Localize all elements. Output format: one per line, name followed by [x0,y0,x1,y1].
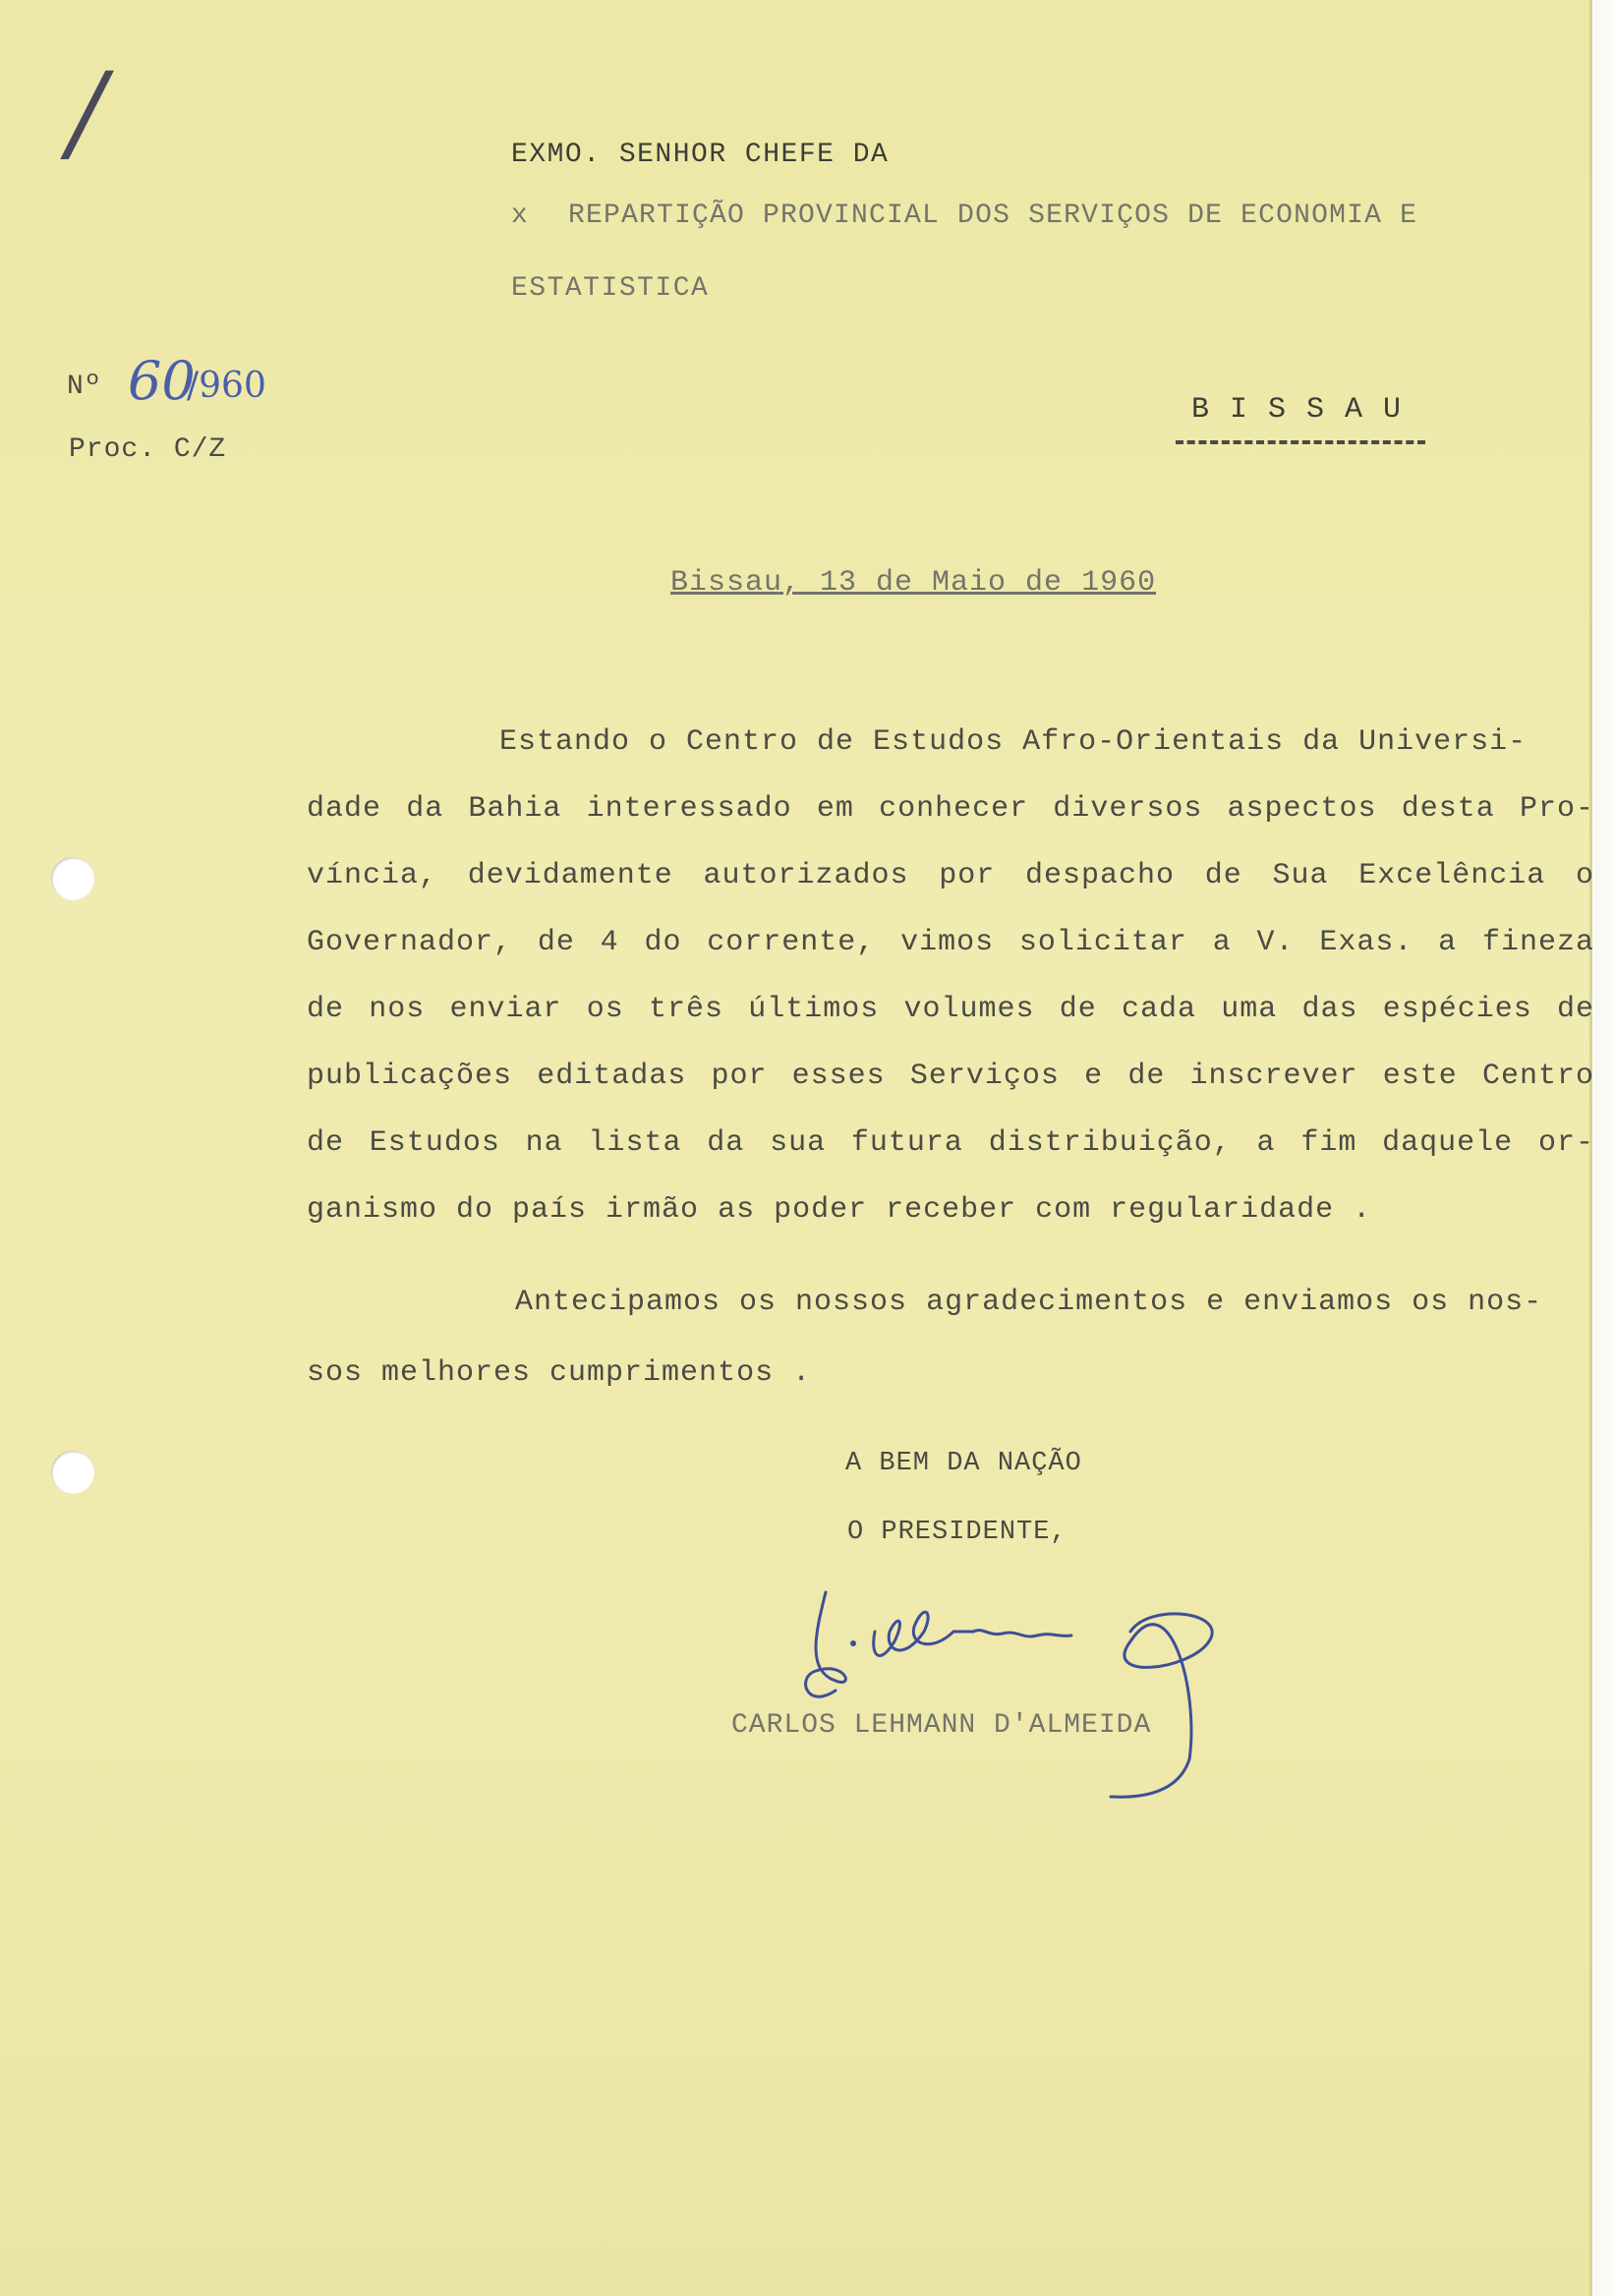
punch-hole-lower [51,1451,94,1494]
corner-check-mark: / [69,49,106,175]
destination-underline [1176,440,1425,444]
reference-number-label: Nº [67,372,102,402]
body-line: víncia, devidamente autorizados por despacho de Sua Excelência o [307,859,1594,892]
handwritten-signature [777,1573,1229,1808]
closing-role: O PRESIDENTE, [847,1518,1067,1547]
paper-edge [1594,0,1615,2296]
body-line: de Estudos na lista da sua futura distribuição, a fim daquele or- [307,1126,1594,1160]
body-line: dade da Bahia interessado em conhecer diversos aspectos desta Pro- [307,792,1594,826]
body-line: Estando o Centro de Estudos Afro-Orientais da Universi- [499,725,1528,759]
body-line: publicações editadas por esses Serviços e de inscrever este Centro [307,1060,1594,1093]
reference-number-year: /960 [187,366,266,406]
punch-hole-upper [51,857,94,900]
closing-salutation: A BEM DA NAÇÃO [845,1449,1082,1478]
body-line: sos melhores cumprimentos . [307,1356,812,1390]
addressee-line-3: ESTATISTICA [511,273,710,304]
reference-number-handwritten: 60 [128,350,196,412]
addressee-marker: x [511,201,530,231]
addressee-line-2: REPARTIÇÃO PROVINCIAL DOS SERVIÇOS DE ECONOMIA E [568,201,1418,231]
body-line: ganismo do país irmão as poder receber com regularidade . [307,1193,1372,1227]
destination-city: B I S S A U [1191,393,1403,427]
addressee-line-1: EXMO. SENHOR CHEFE DA [511,140,890,170]
process-reference: Proc. C/Z [69,434,227,465]
body-line: Antecipamos os nossos agradecimentos e enviamos os nos- [515,1286,1543,1319]
body-line: de nos enviar os três últimos volumes de cada uma das espécies de [307,993,1594,1026]
body-line: Governador, de 4 do corrente, vimos solicitar a V. Exas. a fineza [307,926,1594,959]
signatory-name: CARLOS LEHMANN D'ALMEIDA [731,1710,1152,1741]
letter-date: Bissau, 13 de Maio de 1960 [670,566,1157,600]
